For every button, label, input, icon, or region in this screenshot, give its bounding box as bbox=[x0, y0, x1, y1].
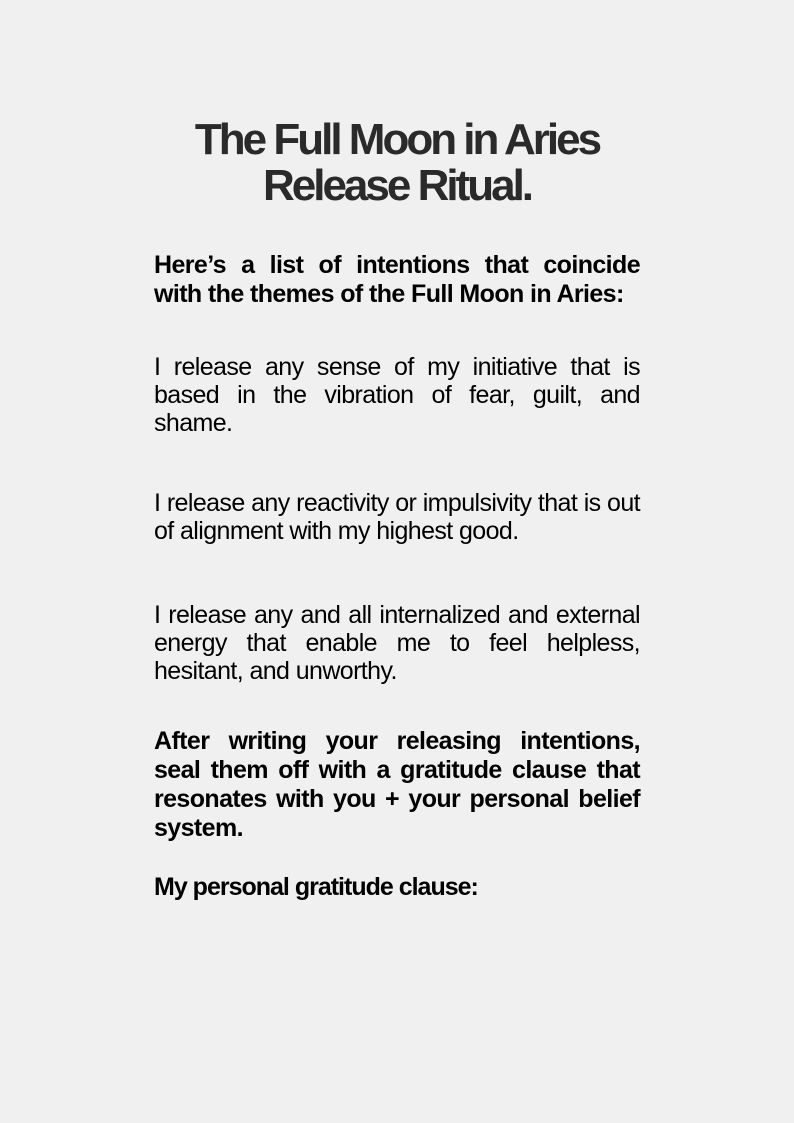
title-line-1: The Full Moon in Aries bbox=[194, 115, 600, 164]
gratitude-clause-label: My personal gratitude clause: bbox=[154, 873, 478, 901]
gratitude-instructions: After writing your releasing intentions, seal them off with a gratitude clause that resonates with you + your personal belief system. bbox=[154, 727, 640, 842]
title-line-2: Release Ritual. bbox=[262, 161, 532, 210]
intro-paragraph: Here’s a list of intentions that coincide with the themes of the Full Moon in Aries: bbox=[154, 251, 640, 308]
release-intention-1: I release any sense of my initiative that is based in the vibration of fear, guilt, and shame. bbox=[154, 353, 640, 437]
release-intention-3: I release any and all internalized and external energy that enable me to feel helpless, hesitant, and unworthy. bbox=[154, 601, 640, 685]
page-title bbox=[120, 117, 674, 209]
body-content bbox=[154, 251, 640, 902]
release-intention-2: I release any reactivity or impulsivity that is out of alignment with my highest good. bbox=[154, 489, 640, 545]
